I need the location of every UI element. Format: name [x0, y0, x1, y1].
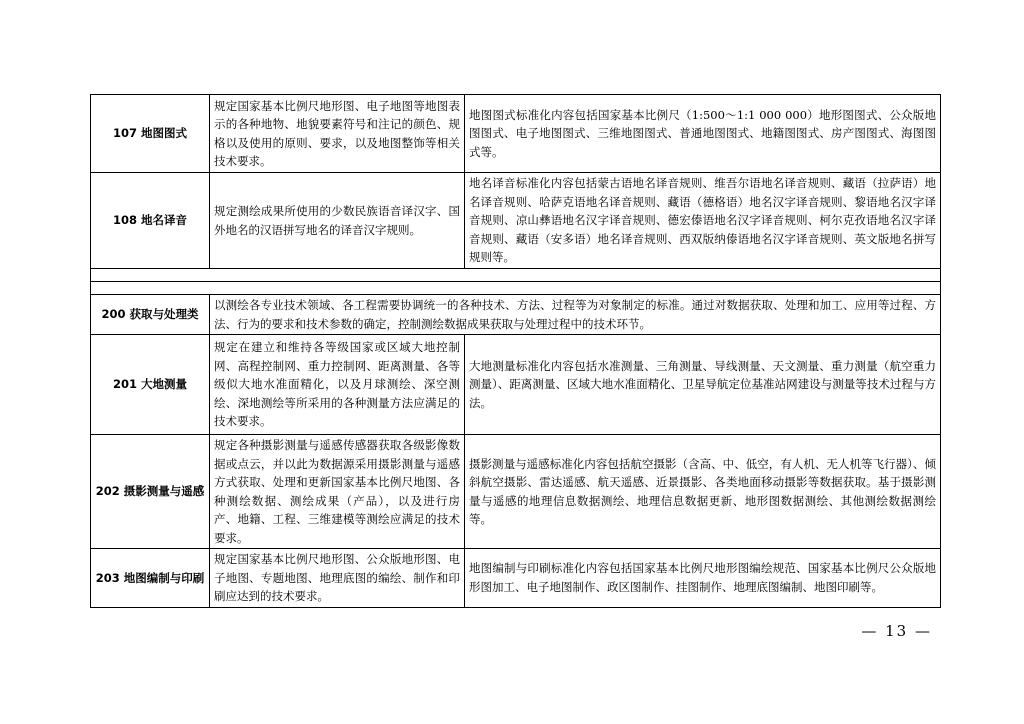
table-row — [91, 435, 941, 549]
category-code: 202 摄影测量与遥感 — [91, 435, 210, 549]
separator-row — [91, 282, 941, 295]
table-row — [91, 549, 941, 608]
category-content: 摄影测量与遥感标准化内容包括航空摄影（含高、中、低空，有人机、无人机等飞行器）、倾斜航空摄影、雷达遥感、航天遥感、近景摄影、各类地面移动摄影等数据获取。基于摄影测量与遥感的地理信息数据测绘、地理信息数据更新、地形图数据测绘、其他测绘数据测绘等。 — [465, 435, 941, 549]
standards-table — [90, 94, 941, 608]
category-content: 地图图式标准化内容包括国家基本比例尺（1:500～1:1 000 000）地形图图式、公众版地图图式、电子地图图式、三维地图图式、普通地图图式、地籍图图式、房产图图式、海图图式等。 — [465, 95, 941, 173]
category-description: 规定国家基本比例尺地形图、电子地图等地图表示的各种地物、地貌要素符号和注记的颜色、规格以及使用的原则、要求，以及地图整饰等相关技术要求。 — [210, 95, 465, 173]
category-code: 201 大地测量 — [91, 335, 210, 435]
separator-row — [91, 269, 941, 282]
category-content: 大地测量标准化内容包括水准测量、三角测量、导线测量、天文测量、重力测量（航空重力测量）、距离测量、区域大地水准面精化、卫星导航定位基准站网建设与测量等技术过程与方法。 — [465, 335, 941, 435]
category-code: 203 地图编制与印刷 — [91, 549, 210, 608]
page-number: — 13 — — [861, 622, 932, 640]
empty-cell — [91, 269, 941, 282]
category-description: 规定在建立和维持各等级国家或区域大地控制网、高程控制网、重力控制网、距离测量、各等级似大地水准面精化，以及月球测绘、深空测绘、深地测绘等所采用的各种测量方法应满足的技术要求。 — [210, 335, 465, 435]
table-row — [91, 173, 941, 269]
category-overview: 以测绘各专业技术领域、各工程需要协调统一的各种技术、方法、过程等为对象制定的标准。通过对数据获取、处理和加工、应用等过程、方法、行为的要求和技术参数的确定，控制测绘数据成果获取与处理过程中的技术环节。 — [210, 295, 941, 335]
table-row — [91, 335, 941, 435]
category-description: 规定测绘成果所使用的少数民族语音译汉字、国外地名的汉语拼写地名的译音汉字规则。 — [210, 173, 465, 269]
table-row — [91, 95, 941, 173]
category-code: 107 地图图式 — [91, 95, 210, 173]
category-content: 地图编制与印刷标准化内容包括国家基本比例尺地形图编绘规范、国家基本比例尺公众版地形图加工、电子地图制作、政区图制作、挂图制作、地理底图编制、地图印刷等。 — [465, 549, 941, 608]
category-description: 规定各种摄影测量与遥感传感器获取各级影像数据或点云，并以此为数据源采用摄影测量与遥感方式获取、处理和更新国家基本比例尺地图、各种测绘数据、测绘成果（产品），以及进行房产、地籍、工程、三维建模等测绘应满足的技术要求。 — [210, 435, 465, 549]
category-content: 地名译音标准化内容包括蒙古语地名译音规则、维吾尔语地名译音规则、藏语（拉萨语）地名译音规则、哈萨克语地名译音规则、藏语（德格语）地名汉字译音规则、黎语地名汉字译音规则、凉山彝语地名汉字译音规则、德宏傣语地名汉字译音规则、柯尔克孜语地名汉字译音规则、藏语（安多语）地名译音规则、西双版纳傣语地名汉字译音规则、英文版地名拼写规则等。 — [465, 173, 941, 269]
table-row — [91, 295, 941, 335]
category-code: 200 获取与处理类 — [91, 295, 210, 335]
empty-cell — [91, 282, 941, 295]
category-description: 规定国家基本比例尺地形图、公众版地形图、电子地图、专题地图、地理底图的编绘、制作和印刷应达到的技术要求。 — [210, 549, 465, 608]
category-code: 108 地名译音 — [91, 173, 210, 269]
